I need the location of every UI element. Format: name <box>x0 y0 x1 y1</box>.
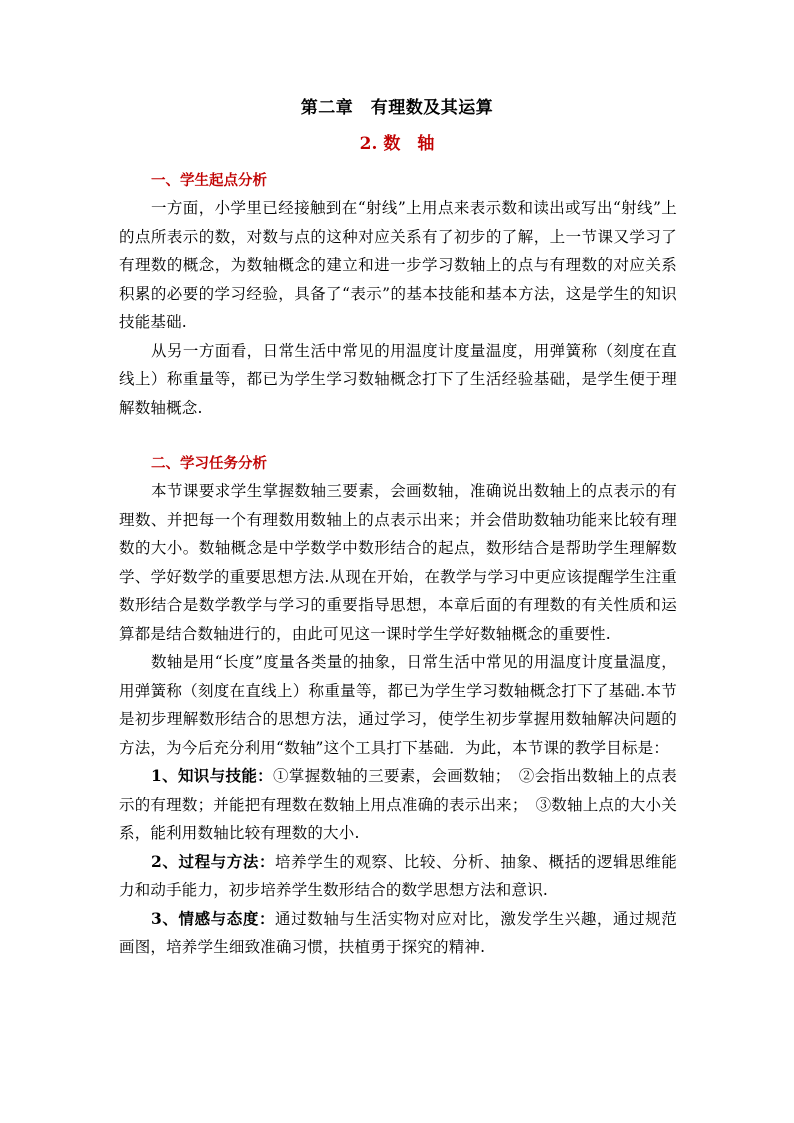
section-title: 2. 数 轴 <box>359 134 435 154</box>
paragraph-learning-task-2: 数轴是用“长度”度量各类量的抽象，日常生活中常见的用温度计度量温度，用弹簧称（刻度在直线上）称重量等，都已为学生学习数轴概念打下了基础.本节是初步理解数形结合的思想方法，通过学习，使学生初步掌握用数轴解决问题的方法，为今后充分利用“数轴”这个工具打下基础．为此，本节课的教学目标是： <box>119 653 677 757</box>
paragraph-learning-task-1: 本节课要求学生掌握数轴三要素，会画数轴，准确说出数轴上的点表示的有理数、并把每一个有理数用数轴上的点表示出来；并会借助数轴功能来比较有理数的大小。数轴概念是中学数学中数形结合的起点，数形结合是帮助学生理解数学、学好数学的重要思想方法.从现在开始，在教学与学习中更应该提醒学生注重数形结合是数学教学与学习的重要指导思想，本章后面的有理数的有关性质和运算都是结合数轴进行的，由此可见这一课时学生学好数轴概念的重要性. <box>119 482 677 643</box>
goal-knowledge-skills <box>119 762 677 848</box>
goal-knowledge-skills-text: ①掌握数轴的三要素，会画数轴； ②会指出数轴上的点表示的有理数；并能把有理数在数轴上用点准确的表示出来； ③数轴上点的大小关系，能利用数轴比较有理数的大小. <box>119 767 677 842</box>
document-body <box>119 167 677 962</box>
goal-knowledge-skills-label: 1、知识与技能： <box>151 766 274 785</box>
chapter-title: 第二章 有理数及其运算 <box>300 98 494 118</box>
paragraph-starting-point-1: 一方面，小学里已经接触到在“射线”上用点来表示数和读出或写出“射线”上的点所表示的数，对数与点的这种对应关系有了初步的了解，上一节课又学习了有理数的概念，为数轴概念的建立和进一步学习数轴上的点与有理数的对应关系积累的必要的学习经验，具备了“表示”的基本技能和基本方法，这是学生的知识技能基础. <box>119 199 677 331</box>
goal-emotion-attitude-label: 3、情感与态度： <box>151 908 276 928</box>
heading-student-starting-point: 一、学生起点分析 <box>151 172 267 189</box>
goal-emotion-attitude-text: 通过数轴与生活实物对应对比，激发学生兴趣，通过规范画图，培养学生细致准确习惯，扶植勇于探究的精神. <box>119 909 677 956</box>
goal-process-methods-text: 培养学生的观察、比较、分析、抽象、概括的逻辑思维能力和动手能力，初步培养学生数形结合的数学思想方法和意识. <box>119 852 677 899</box>
goal-process-methods-label: 2、过程与方法： <box>151 851 276 871</box>
goal-process-methods <box>119 848 677 905</box>
goal-emotion-attitude <box>119 905 677 962</box>
heading-learning-task: 二、学习任务分析 <box>151 455 267 472</box>
paragraph-starting-point-2: 从另一方面看，日常生活中常见的用温度计度量温度，用弹簧称（刻度在直线上）称重量等，都已为学生学习数轴概念打下了生活经验基础，是学生便于理解数轴概念. <box>119 341 677 417</box>
section-spacer <box>119 422 677 450</box>
